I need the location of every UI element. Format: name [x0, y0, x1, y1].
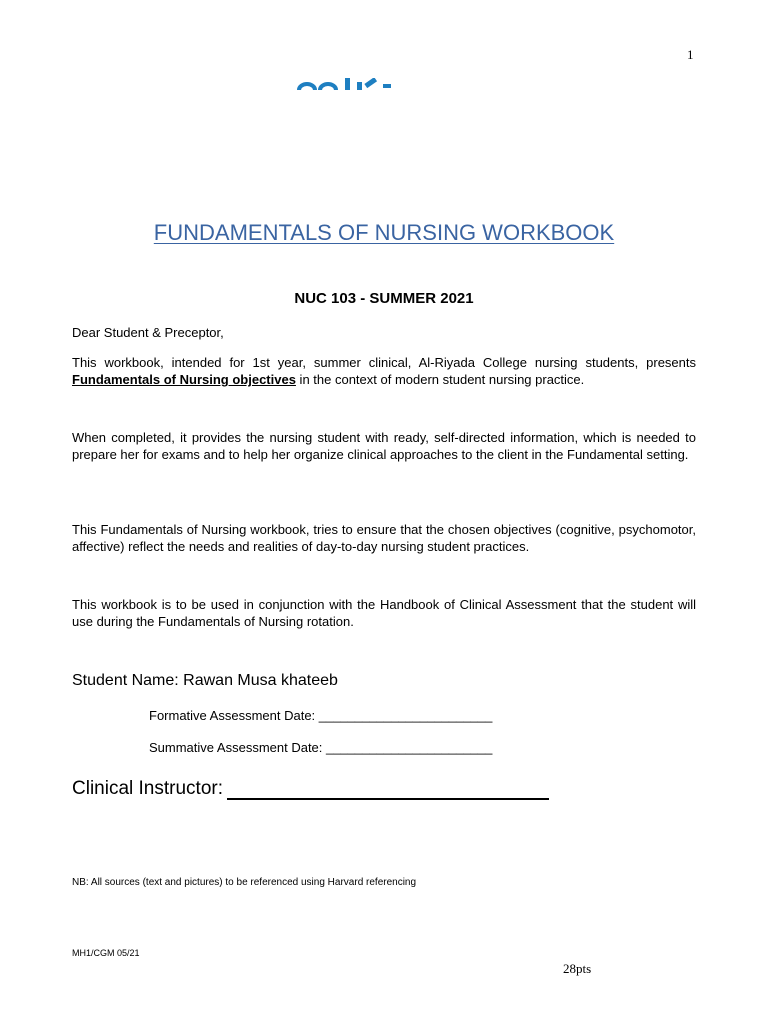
objectives-paragraph: This Fundamentals of Nursing workbook, tries to ensure that the chosen objectives (cognitive, psychomotor, affective) reflect the needs and realities of day-to-day nursing student practices.: [72, 522, 696, 554]
page-number: 1: [687, 47, 694, 62]
intro-paragraph: [72, 354, 696, 388]
intro-text-end: in the context of modern student nursing practice.: [295, 372, 585, 387]
points-total: 28pts: [563, 961, 592, 976]
handbook-paragraph: This workbook is to be used in conjunction with the Handbook of Clinical Assessment that the student will use during the Fundamentals of Nursing rotation.: [72, 597, 696, 629]
course-subtitle: NUC 103 - SUMMER 2021: [294, 290, 474, 307]
college-logo: [295, 78, 400, 90]
document-title: FUNDAMENTALS OF NURSING WORKBOOK: [153, 220, 615, 245]
objectives-emphasis: Fundamentals of Nursing objectives: [72, 372, 296, 387]
summative-assessment-date: Summative Assessment Date: _______________________: [149, 740, 493, 755]
document-code: MH1/CGM 05/21: [72, 948, 140, 958]
clinical-instructor-label: Clinical Instructor:: [72, 778, 223, 799]
intro-text-start: This workbook, intended for 1st year, summer clinical, Al-Riyada College nursing students, presents: [72, 355, 696, 370]
referencing-note: NB: All sources (text and pictures) to be referenced using Harvard referencing: [72, 877, 417, 888]
instructor-signature-line: [227, 778, 549, 800]
completion-paragraph: When completed, it provides the nursing student with ready, self-directed information, which is needed to prepare her for exams and to help her organize clinical approaches to the client in the Fundamental setting.: [72, 430, 696, 462]
greeting: Dear Student & Preceptor,: [72, 325, 224, 340]
clinical-instructor: [72, 778, 549, 800]
student-name: Student Name: Rawan Musa khateeb: [72, 672, 338, 689]
formative-assessment-date: Formative Assessment Date: ________________________: [149, 708, 493, 723]
